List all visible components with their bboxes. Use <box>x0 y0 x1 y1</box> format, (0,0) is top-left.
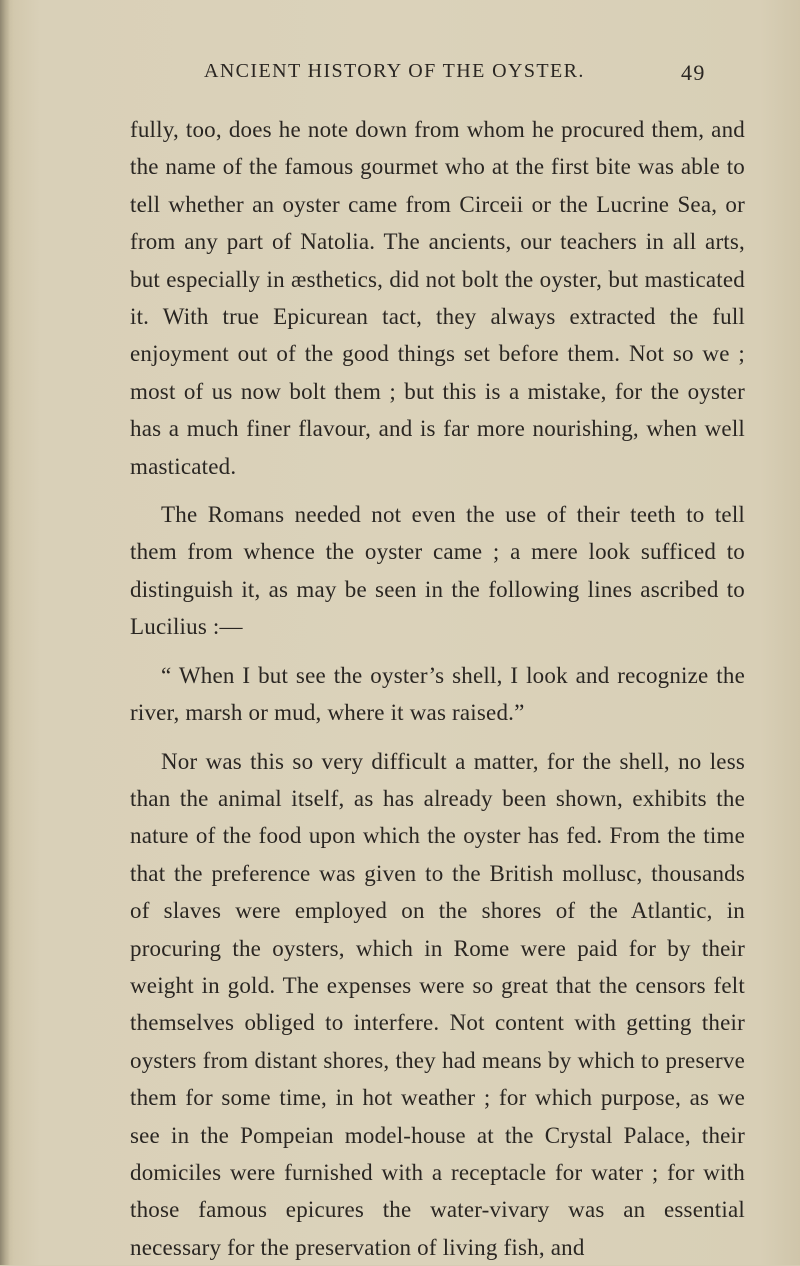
paragraph-gap <box>130 732 745 743</box>
paragraph-gap <box>130 485 745 496</box>
body-text <box>130 111 745 1266</box>
quotation: “ When I but see the oyster’s shell, I look and recognize the river, marsh or mud, where it was raised.” <box>130 657 745 732</box>
running-title: ANCIENT HISTORY OF THE OYSTER. <box>204 60 585 83</box>
paragraph-gap <box>130 646 745 657</box>
paragraph-1: fully, too, does he note down from whom he procured them, and the name of the famous gourmet who at the first bite was able to tell whether an oyster came from Circeii or the Lucrine Sea, or from any part of Natolia. The ancients, our teachers in all arts, but especially in æsthetics, did not bolt the oyster, but masticated it. With true Epicurean tact, they always extracted the full enjoyment out of the good things set before them. Not so we ; most of us now bolt them ; but this is a mistake, for the oyster has a much finer flavour, and is far more nourishing, when well masticated. <box>130 111 745 485</box>
page-spine-shadow <box>0 0 10 1265</box>
page-header <box>204 60 724 96</box>
paragraph-3: Nor was this so very difficult a matter, for the shell, no less than the animal itself, as has already been shown, exhibits the nature of the food upon which the oyster has fed. From the time that the preference was given to the British mollusc, thousands of slaves were employed on the shores of the Atlantic, in procuring the oysters, which in Rome were paid for by their weight in gold. The expenses were so great that the censors felt themselves obliged to interfere. Not content with getting their oysters from distant shores, they had means by which to preserve them for some time, in hot weather ; for which purpose, as we see in the Pompeian model-house at the Crystal Palace, their domiciles were furnished with a receptacle for water ; for with those famous epicures the water-vivary was an essential necessary for the preservation of living fish, and <box>130 743 745 1266</box>
paragraph-2: The Romans needed not even the use of their teeth to tell them from whence the oyster came ; a mere look sufficed to distinguish it, as may be seen in the following lines ascribed to Lucilius :— <box>130 496 745 646</box>
page-number: 49 <box>681 60 706 86</box>
